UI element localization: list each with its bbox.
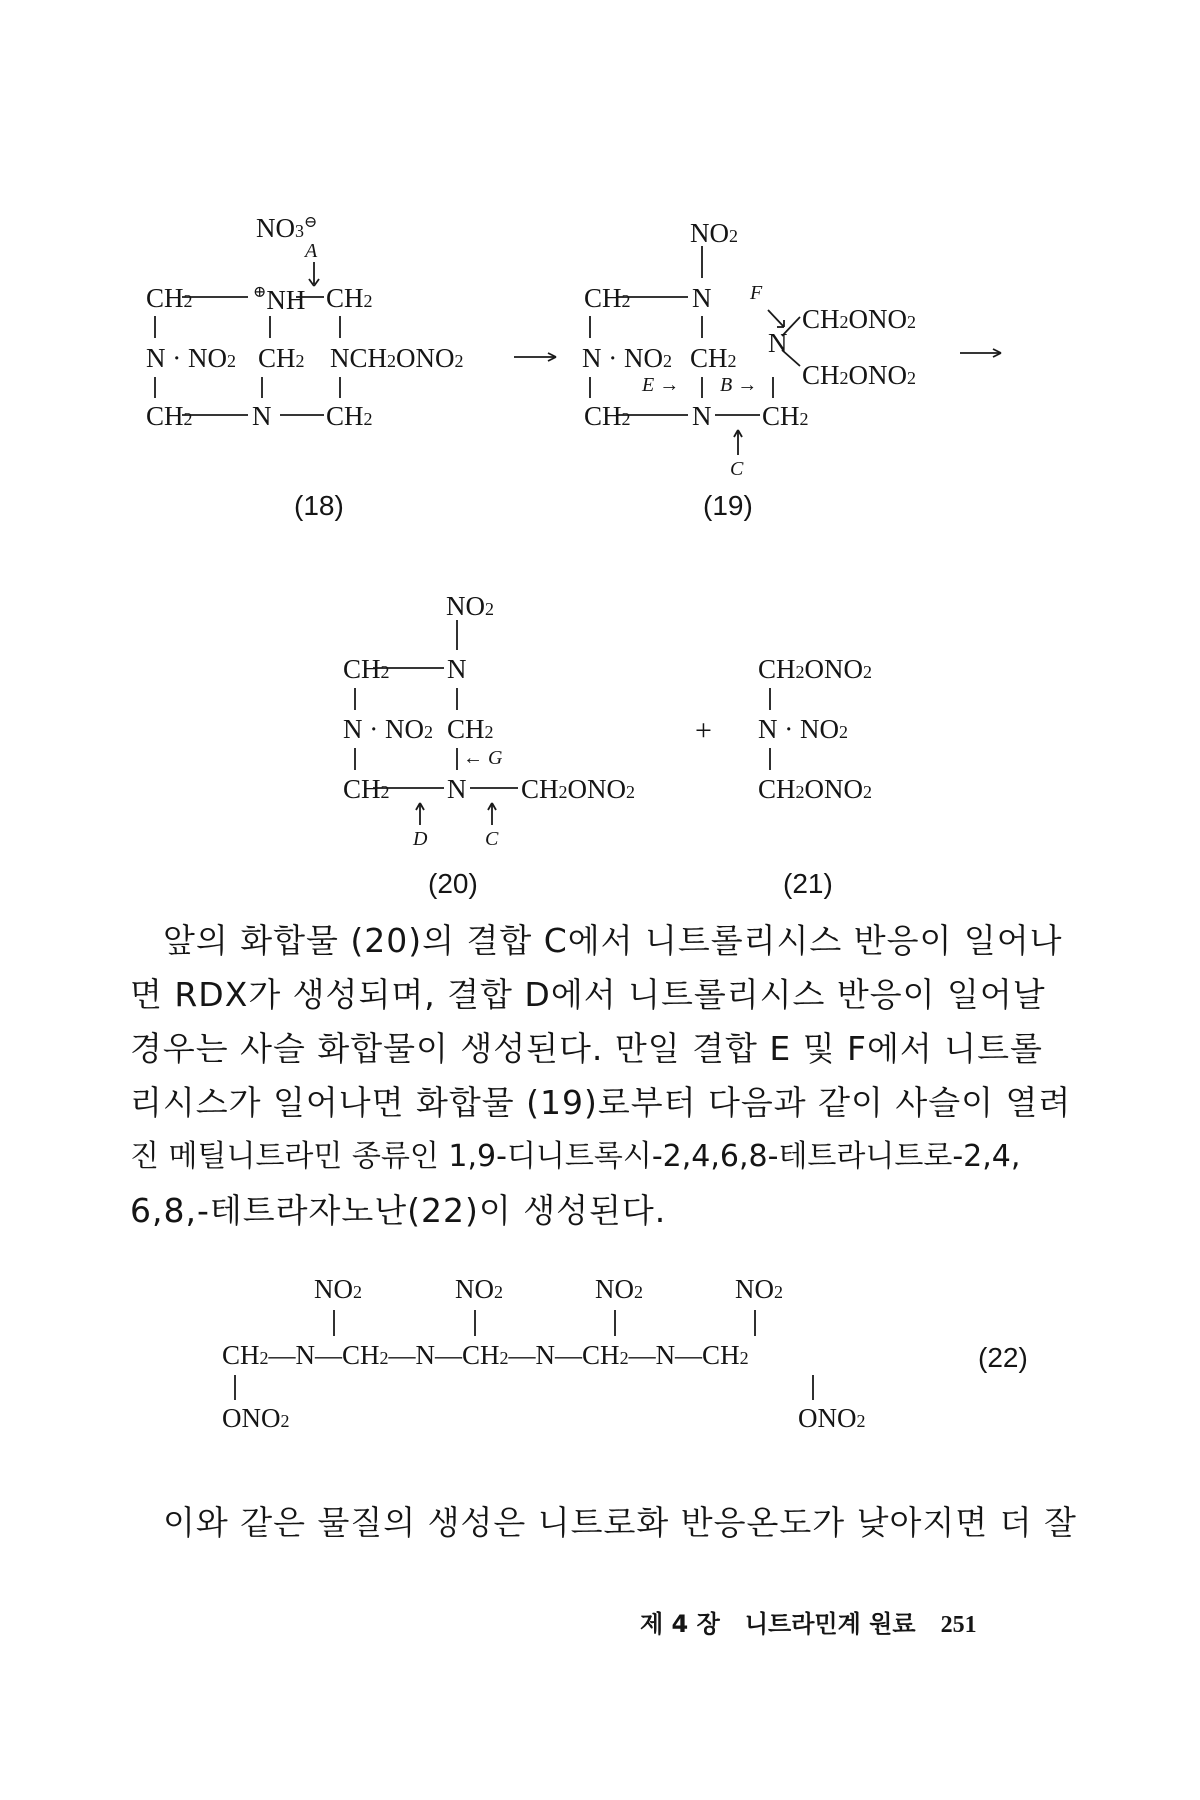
paragraph-line: 6,8,-테트라자노난(22)이 생성된다. [130, 1191, 667, 1230]
bond-label-e: E → [642, 374, 680, 396]
ring-ch2: CH2 [447, 714, 494, 744]
nitrate-anion: NO3⊖ [256, 213, 318, 243]
bond-label-d: D [413, 828, 428, 850]
bottom-ono2: ONO2 [798, 1403, 866, 1433]
paragraph-line: 경우는 사슬 화합물이 생성된다. 만일 결합 E 및 F에서 니트롤 [130, 1029, 1043, 1068]
paragraph-line: 앞의 화합물 (20)의 결합 C에서 니트롤리시스 반응이 일어나 [163, 921, 1063, 960]
main-chain: CH2—N—CH2—N—CH2—N—CH2—N—CH2 [222, 1340, 749, 1370]
bond-label-a: A [305, 240, 318, 262]
bond-label-b: B → [720, 374, 758, 396]
paragraph-2 [130, 1496, 1077, 1550]
ring-n: N [447, 654, 467, 684]
top-nitro: NO2 [735, 1274, 783, 1304]
top-nitro: NO2 [690, 218, 738, 248]
bottom-ono2: ONO2 [222, 1403, 290, 1433]
compound-label-18: (18) [294, 490, 344, 521]
page-number: 251 [940, 1612, 977, 1638]
ring-n: N [447, 774, 467, 804]
compound-label-21: (21) [783, 868, 833, 899]
chain-n-nitro: N · NO2 [758, 714, 848, 744]
paragraph-1 [130, 914, 1072, 1238]
ring-ch2: CH2 [584, 283, 631, 313]
compound-label-20: (20) [428, 868, 478, 899]
paragraph-line: 진 메틸니트라민 종류인 1,9-디니트록시-2,4,6,8-테트라니트로-2,4, [130, 1139, 1021, 1174]
paragraph-line: 리시스가 일어나면 화합물 (19)로부터 다음과 같이 사슬이 열려 [130, 1083, 1072, 1122]
compound-label-19: (19) [703, 490, 753, 521]
ring-n: N [692, 283, 712, 313]
top-nitro: NO2 [446, 591, 494, 621]
bond-label-g: ← G [463, 747, 503, 769]
paragraph-line: 이와 같은 물질의 생성은 니트로화 반응온도가 낮아지면 더 잘 [163, 1503, 1077, 1542]
ring-ch2: CH2 [343, 654, 390, 684]
ring-ch2: CH2 [146, 401, 193, 431]
ring-ch2: CH2 [258, 343, 305, 373]
ring-n: N [692, 401, 712, 431]
chapter-number: 제 4 장 [640, 1610, 720, 1638]
bond-label-c: C [485, 828, 499, 850]
ring-nh-plus: ⊕NH [253, 284, 306, 315]
ring-ch2: CH2 [326, 401, 373, 431]
chapter-title: 니트라민계 원료 [744, 1610, 916, 1638]
substituent-ch2ono2: CH2ONO2 [802, 360, 917, 390]
top-nitro: NO2 [314, 1274, 362, 1304]
top-nitro: NO2 [455, 1274, 503, 1304]
plus-sign: + [695, 714, 712, 747]
ring-ch2: CH2 [146, 283, 193, 313]
page-footer [640, 1604, 977, 1639]
chain-ch2ono2: CH2ONO2 [758, 654, 873, 684]
ring-ch2: CH2 [343, 774, 390, 804]
ring-ch2: CH2 [326, 283, 373, 313]
ring-n-nitro: N · NO2 [582, 343, 672, 373]
substituent-ch2ono2: CH2ONO2 [802, 304, 917, 334]
chain-ch2ono2: CH2ONO2 [758, 774, 873, 804]
paragraph-line: 면 RDX가 생성되며, 결합 D에서 니트롤리시스 반응이 일어날 [130, 975, 1046, 1014]
ring-n-substituted: N [768, 328, 788, 358]
substituent-ch2ono2: CH2ONO2 [521, 774, 636, 804]
top-nitro: NO2 [595, 1274, 643, 1304]
compound-label-22: (22) [978, 1342, 1028, 1373]
ring-n: N [252, 401, 272, 431]
ring-ch2: CH2 [762, 401, 809, 431]
bond-label-f: F [750, 282, 763, 304]
bond-label-c: C [730, 458, 744, 480]
ring-n-nitro: N · NO2 [146, 343, 236, 373]
ring-ch2: CH2 [584, 401, 631, 431]
ring-n-ch2ono2: NCH2ONO2 [330, 343, 464, 373]
ring-n-nitro: N · NO2 [343, 714, 433, 744]
ring-ch2: CH2 [690, 343, 737, 373]
